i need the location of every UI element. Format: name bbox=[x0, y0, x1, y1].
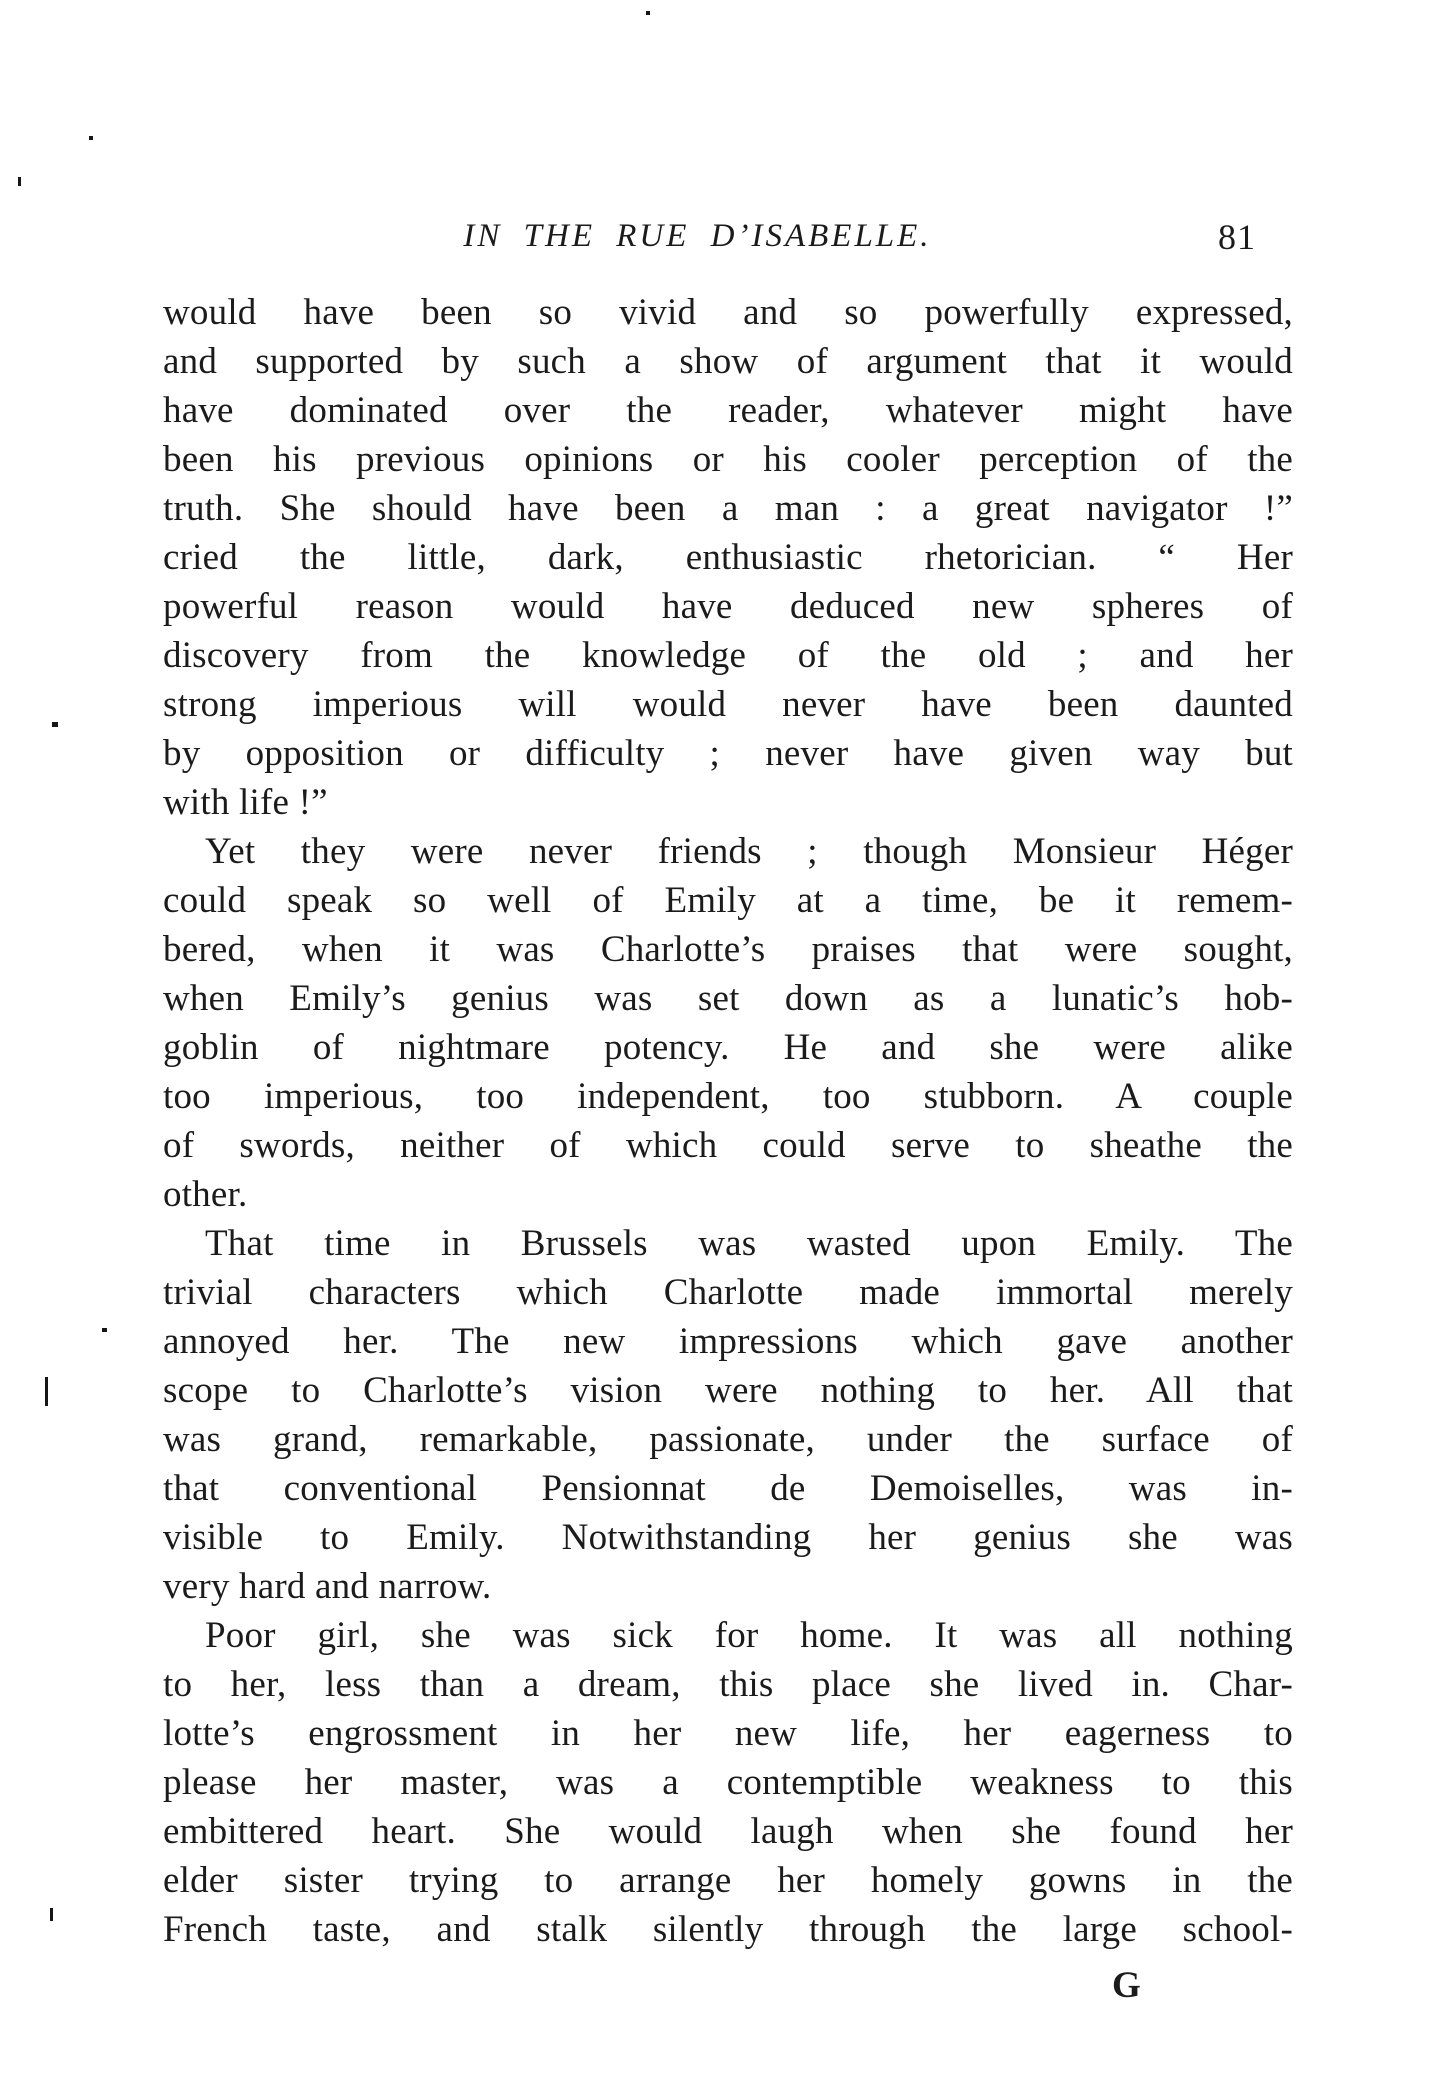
text-line: would have been so vivid and so powerfully expressed, bbox=[163, 292, 1293, 333]
text-line: embittered heart. She would laugh when she found her bbox=[163, 1811, 1293, 1852]
scan-artifact-dot bbox=[52, 722, 58, 727]
text-block bbox=[163, 288, 1293, 1954]
text-line: cried the little, dark, enthusiastic rhetorician. “ Her bbox=[163, 537, 1293, 578]
text-line: scope to Charlotte’s vision were nothing to her. All that bbox=[163, 1370, 1293, 1411]
text-line: annoyed her. The new impressions which gave another bbox=[163, 1321, 1293, 1362]
text-line: have dominated over the reader, whatever might have bbox=[163, 390, 1293, 431]
page-number: 81 bbox=[1218, 217, 1256, 257]
running-head-title: IN THE RUE D’ISABELLE. bbox=[463, 218, 932, 254]
text-line: French taste, and stalk silently through the large school- bbox=[163, 1909, 1293, 1950]
scan-artifact-bar bbox=[45, 1377, 48, 1406]
text-line: please her master, was a contemptible weakness to this bbox=[163, 1762, 1293, 1803]
text-line: when Emily’s genius was set down as a lunatic’s hob- bbox=[163, 978, 1293, 1019]
text-line: goblin of nightmare potency. He and she were alike bbox=[163, 1027, 1293, 1068]
text-line: powerful reason would have deduced new spheres of bbox=[163, 586, 1293, 627]
text-line: of swords, neither of which could serve to sheathe the bbox=[163, 1125, 1293, 1166]
scan-artifact-dot bbox=[102, 1328, 107, 1332]
text-line: Poor girl, she was sick for home. It was all nothing bbox=[205, 1615, 1293, 1656]
text-line: Yet they were never friends ; though Monsieur Héger bbox=[205, 831, 1293, 872]
scan-artifact-tick bbox=[50, 1908, 53, 1921]
text-line: that conventional Pensionnat de Demoiselles, was in- bbox=[163, 1468, 1293, 1509]
text-line: lotte’s engrossment in her new life, her eagerness to bbox=[163, 1713, 1293, 1754]
text-line: and supported by such a show of argument that it would bbox=[163, 341, 1293, 382]
text-line: too imperious, too independent, too stubborn. A couple bbox=[163, 1076, 1293, 1117]
text-line: could speak so well of Emily at a time, be it remem- bbox=[163, 880, 1293, 921]
text-line: visible to Emily. Notwithstanding her genius she was bbox=[163, 1517, 1293, 1558]
text-line: to her, less than a dream, this place she lived in. Char- bbox=[163, 1664, 1293, 1705]
text-line: very hard and narrow. bbox=[163, 1566, 492, 1607]
text-line: elder sister trying to arrange her homely gowns in the bbox=[163, 1860, 1293, 1901]
scan-artifact-dot bbox=[646, 11, 650, 15]
text-line: was grand, remarkable, passionate, under the surface of bbox=[163, 1419, 1293, 1460]
text-line: been his previous opinions or his cooler perception of the bbox=[163, 439, 1293, 480]
text-line: by opposition or difficulty ; never have given way but bbox=[163, 733, 1293, 774]
text-line: strong imperious will would never have been daunted bbox=[163, 684, 1293, 725]
text-line: trivial characters which Charlotte made immortal merely bbox=[163, 1272, 1293, 1313]
text-line: other. bbox=[163, 1174, 248, 1215]
scan-artifact-dot bbox=[89, 136, 93, 140]
printer-signature-mark: G bbox=[1112, 1965, 1141, 2006]
text-line: truth. She should have been a man : a great navigator !” bbox=[163, 488, 1293, 529]
text-line: with life !” bbox=[163, 782, 328, 823]
text-line: discovery from the knowledge of the old ; and her bbox=[163, 635, 1293, 676]
text-line: bered, when it was Charlotte’s praises that were sought, bbox=[163, 929, 1293, 970]
text-line: That time in Brussels was wasted upon Emily. The bbox=[205, 1223, 1293, 1264]
scan-artifact-tick bbox=[18, 177, 21, 186]
